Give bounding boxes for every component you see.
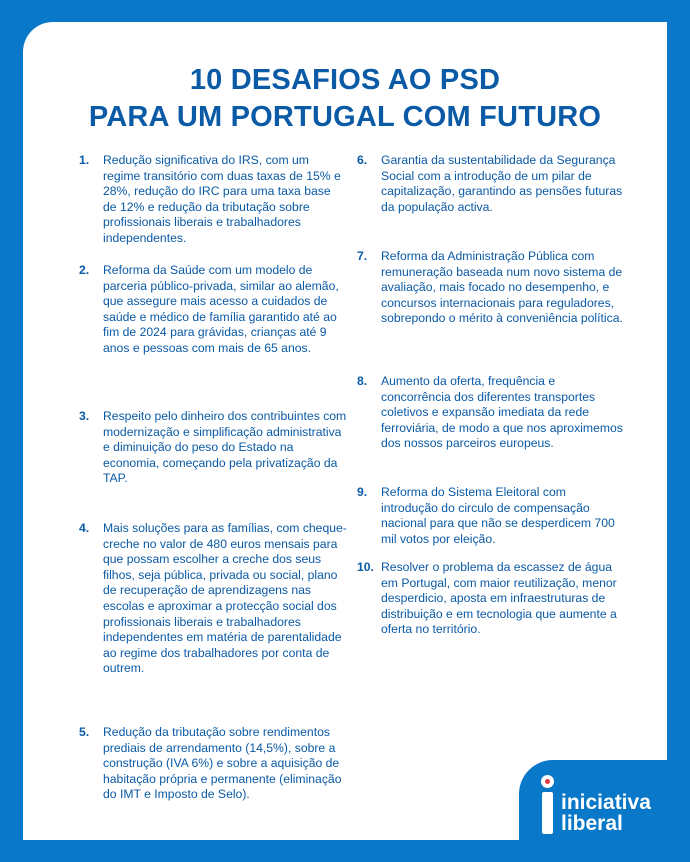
item-text: Reforma do Sistema Eleitoral com introdução do circulo de compensação nacional para que não se desperdicem 700 mil votos por eleição. xyxy=(381,485,615,546)
item-number: 4. xyxy=(79,521,90,535)
logo-i-icon xyxy=(542,792,553,834)
item-number: 10. xyxy=(357,560,374,574)
item-text: Mais soluções para as famílias, com cheque-creche no valor de 480 euros mensais para que possam escolher a creche dos seus filhos, seja pública, privada ou social, plano de recuperação de aprendizagens nas escolas e aproximar a protecção social dos profissionais liberais e trabalhadores independentes em matéria de parentalidade ao regime dos trabalhadores por conta de outrem. xyxy=(103,521,347,676)
item-number: 6. xyxy=(357,153,368,167)
item-number: 1. xyxy=(79,153,90,167)
content-card xyxy=(23,22,667,840)
item-number: 7. xyxy=(357,249,368,263)
item-number: 8. xyxy=(357,374,368,388)
title-line-2: PARA UM PORTUGAL COM FUTURO xyxy=(88,101,602,133)
logo-dot-icon xyxy=(541,775,554,788)
item-text: Redução da tributação sobre rendimentos prediais de arrendamento (14,5%), sobre a construção (IVA 6%) e sobre a aquisição de habitação própria e permanente (eliminação do IMT e Imposto de Selo). xyxy=(103,725,342,802)
item-text: Reforma da Administração Pública com remuneração baseada num novo sistema de avaliação, mais focado no desempenho, e concursos internacionais para reguladores, sobrepondo o mérito à conveniência política. xyxy=(381,249,623,326)
title-line-1: 10 DESAFIOS AO PSD xyxy=(189,64,501,96)
logo-line-2: liberal xyxy=(561,812,623,835)
item-number: 2. xyxy=(79,263,90,277)
brand-logo xyxy=(561,792,651,834)
item-text: Resolver o problema da escassez de água em Portugal, com maior reutilização, menor desperdicio, aposta em infraestruturas de distribuição e em tecnologia que aumente a oferta no território. xyxy=(381,560,617,637)
item-number: 3. xyxy=(79,409,90,423)
item-number: 5. xyxy=(79,725,90,739)
item-text: Respeito pelo dinheiro dos contribuintes com modernização e simplificação administrativa e diminuição do peso do Estado na economia, começando pela privatização da TAP. xyxy=(103,409,347,486)
item-text: Garantia da sustentabilidade da Segurança Social com a introdução de um pilar de capitalização, garantindo as pensões futuras da população activa. xyxy=(381,153,623,214)
page-title xyxy=(23,62,667,136)
logo-line-1: iniciativa xyxy=(561,791,651,814)
item-text: Redução significativa do IRS, com um regime transitório com duas taxas de 15% e 28%, redução do IRC para uma taxa base de 12% e redução da tributação sobre profissionais liberais e trabalhadores independentes. xyxy=(103,153,341,245)
item-text: Reforma da Saúde com um modelo de parceria público-privada, similar ao alemão, que assegure mais acesso a cuidados de saúde e médico de família garantido até ao fim de 2024 para grávidas, crianças até 9 anos e pessoas com mais de 65 anos. xyxy=(103,263,339,355)
item-text: Aumento da oferta, frequência e concorrência dos diferentes transportes coletivos e expansão imediata da rede ferroviária, de modo a que nos aproximemos dos nossos parceiros europeus. xyxy=(381,374,623,451)
item-number: 9. xyxy=(357,485,368,499)
